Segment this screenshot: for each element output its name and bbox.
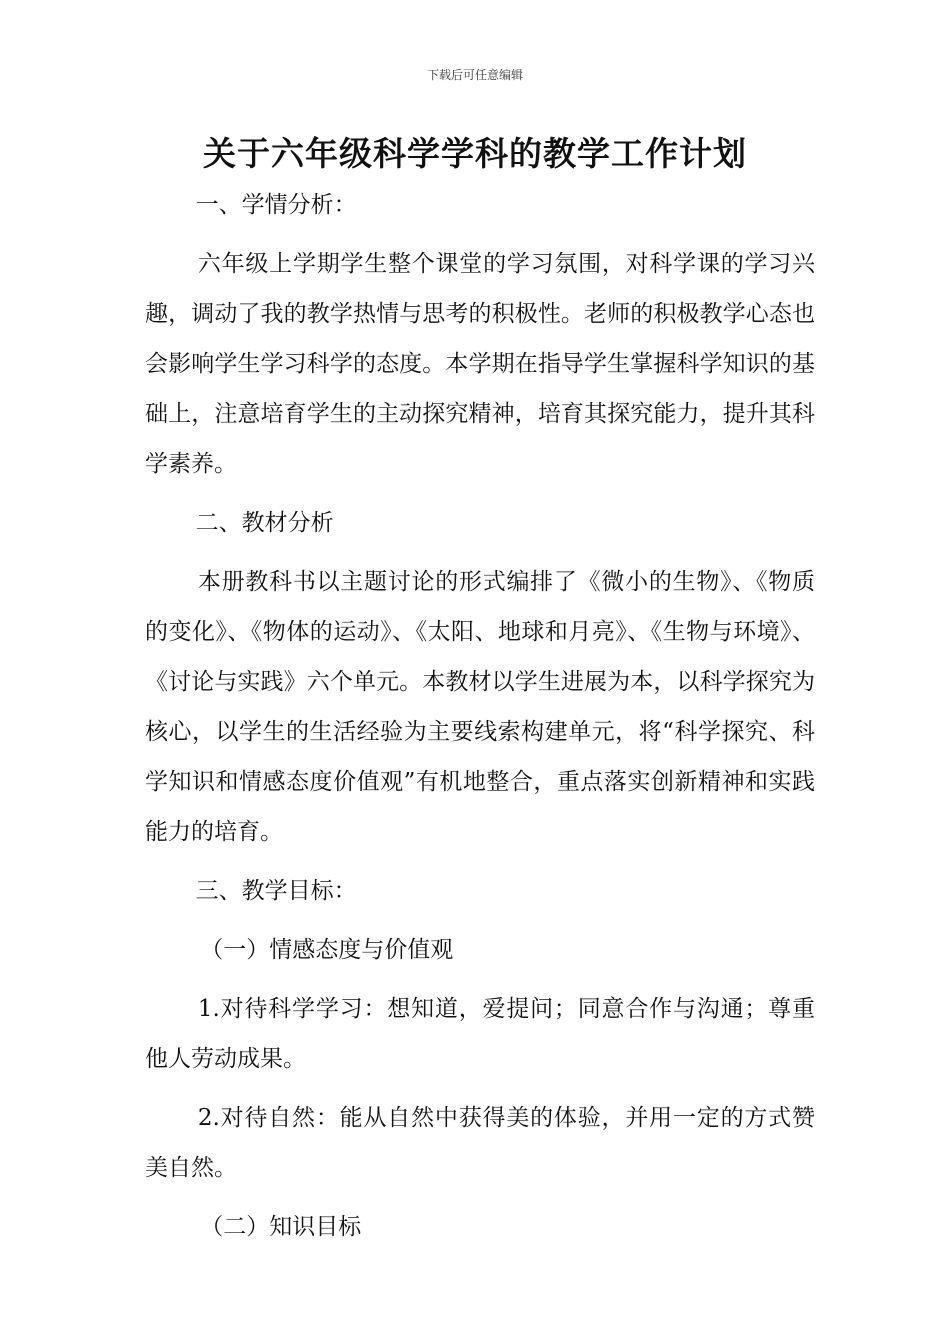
section-heading-learning-analysis: 一、学情分析： — [195, 192, 357, 218]
paragraph-learning-analysis: 六年级上学期学生整个课堂的学习氛围，对科学课的学习兴趣，调动了我的教学热情与思考的积极性。老师的积极教学心态也会影响学生学习科学的态度。本学期在指导学生掌握科学知识的基础上，注意培育学生的主动探究精神，培育其探究能力，提升其科学素养。 — [145, 251, 815, 477]
list-item-goal-1: 1.对待科学学习：想知道，爱提问；同意合作与沟通；尊重他人劳动成果。 — [145, 996, 815, 1072]
page-header-note: 下载后可任意编辑 — [426, 68, 523, 82]
section-heading-textbook-analysis: 二、教材分析 — [195, 510, 334, 536]
document-title: 关于六年级科学学科的教学工作计划 — [203, 134, 747, 173]
section-heading-teaching-goals: 三、教学目标： — [195, 878, 357, 904]
document-body — [145, 180, 815, 1261]
subheading-emotion-values: （一）情感态度与价值观 — [200, 937, 454, 963]
subheading-knowledge-goals: （二）知识目标 — [200, 1214, 362, 1240]
paragraph-textbook-analysis: 本册教科书以主题讨论的形式编排了《微小的生物》、《物质的变化》、《物体的运动》、《太阳、地球和月亮》、《生物与环境》、《讨论与实践》六个单元。本教材以学生进展为本，以科学探究为核心，以学生的生活经验为主要线索构建单元，将“科学探究、科学知识和情感态度价值观”有机地整合，重点落实创新精神和实践能力的培育。 — [145, 569, 815, 845]
list-item-goal-2: 2.对待自然：能从自然中获得美的体验，并用一定的方式赞美自然。 — [145, 1105, 815, 1181]
